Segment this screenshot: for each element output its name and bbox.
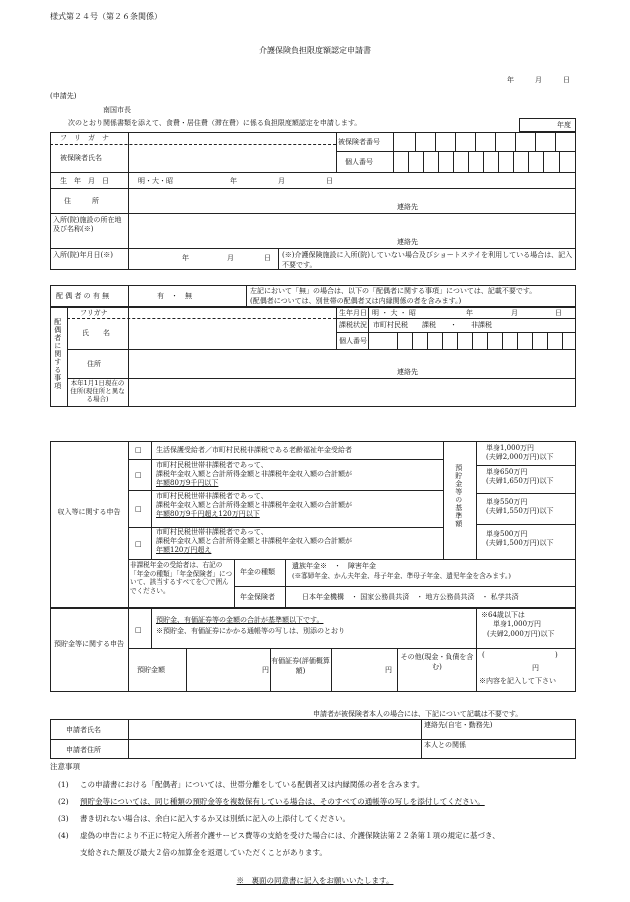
birth-day-label: 日 bbox=[326, 177, 333, 185]
spouse-address-label: 住所 bbox=[87, 360, 101, 368]
deposit-check-line-2: ※預貯金、有価証券にかかる通帳等の写しは、別添のとおり bbox=[156, 627, 345, 635]
spouse-furigana-label: フリガナ bbox=[80, 309, 108, 317]
note-3-no: (3) bbox=[58, 814, 69, 823]
spouse-name-field[interactable] bbox=[128, 318, 336, 349]
spouse-section-label: 配偶者に関する事項 bbox=[53, 318, 62, 390]
admission-note: (※)介護保険施設に入所(院)していない場合及びショートステイを利用している場合は、記入不要です。 bbox=[282, 251, 573, 269]
insured-personal-number-label: 個人番号 bbox=[345, 158, 373, 166]
over64-note: ※64歳以下は 単身1,000万円 (夫婦2,000万円)以下 bbox=[481, 611, 555, 638]
income-option-1: 生活保護受給者／市町村民税非課税である老齢福祉年金受給者 bbox=[156, 446, 352, 454]
other-assets-label: その他(現金・負債を含む) bbox=[400, 653, 474, 671]
insured-birthdate-label: 生 年 月 日 bbox=[60, 177, 109, 185]
other-yen: 円 bbox=[532, 664, 539, 672]
income-section-label: 収入等に関する申告 bbox=[57, 508, 121, 516]
form-title: 介護保険負担限度額認定申請書 bbox=[259, 46, 371, 55]
applicant-relation-label: 本人との関係 bbox=[424, 741, 466, 749]
facility-label: 入所(院)施設の所在地及び名称(※) bbox=[53, 216, 122, 234]
applicant-note: 申請者が被保険者本人の場合には、下記について記載は不要です。 bbox=[313, 710, 523, 718]
securities-label: 有価証券(評価概算額) bbox=[271, 657, 330, 675]
spouse-birthdate-label: 生年月日 bbox=[339, 309, 367, 317]
insured-number-label: 被保険者番号 bbox=[338, 138, 380, 146]
note-1-no: (1) bbox=[58, 780, 69, 789]
insured-name-label: 被保険者氏名 bbox=[60, 154, 102, 162]
note-3: 書き切れない場合は、余白に記入するか又は別紙に記入の上添付してください。 bbox=[80, 814, 350, 823]
date-year-label: 年 bbox=[507, 76, 514, 84]
applicant-contact-label: 連絡先(自宅・勤務先) bbox=[424, 721, 493, 729]
insured-name-field[interactable] bbox=[128, 144, 336, 172]
insured-personal-number-field[interactable] bbox=[393, 151, 576, 172]
adm-month-label: 月 bbox=[227, 254, 234, 262]
spouse-personal-number-field[interactable] bbox=[382, 332, 576, 349]
other-content-field[interactable] bbox=[490, 651, 552, 663]
savings-label: 預貯金額 bbox=[137, 666, 165, 674]
facility-field[interactable] bbox=[128, 213, 576, 248]
spouse-address-field[interactable] bbox=[128, 349, 576, 378]
notes-heading: 注意事項 bbox=[50, 762, 80, 771]
pension-types-note: (※寡婦年金、かん夫年金、母子年金、準母子年金、遺児年金を含みます。) bbox=[292, 572, 511, 580]
facility-contact-label: 連絡先 bbox=[397, 238, 418, 246]
pension-insurer-label: 年金保険者 bbox=[240, 593, 275, 601]
note-1: この申請書における「配偶者」については、世帯分離をしている配偶者又は内縁関係の者を含みます。 bbox=[80, 780, 425, 789]
income-checkbox-3[interactable]: □ bbox=[135, 505, 142, 513]
applicant-name-label: 申請者氏名 bbox=[66, 726, 101, 734]
spouse-era[interactable]: 明 ・ 大 ・ 昭 bbox=[372, 309, 416, 317]
insured-contact-label: 連絡先 bbox=[397, 203, 418, 211]
spouse-jan1-address-label: 本年1月1日現在の住所(現住所と異なる場合) bbox=[70, 379, 125, 403]
intro-text: 次のとおり関係書類を添えて、食費・居住費（滞在費）に係る負担限度額認定を申請します。 bbox=[68, 119, 362, 127]
spouse-tax-status-label: 課税状況 bbox=[339, 321, 367, 329]
pension-insurers[interactable]: 日本年金機構 ・ 国家公務員共済 ・ 地方公務員共済 ・ 私学共済 bbox=[302, 593, 519, 601]
fiscal-year-label: 年度 bbox=[557, 121, 571, 129]
income-option-3: 市町村民税世帯非課税者であって、 課税年金収入額と合計所得金額と非課税年金収入額の合計額が 年額80万9千円超え120万円以下 bbox=[156, 492, 352, 519]
adm-year-label: 年 bbox=[182, 254, 189, 262]
spouse-day-label: 日 bbox=[555, 309, 562, 317]
note-2: 預貯金等については、同じ種類の預貯金等を複数保有している場合は、そのすべての通帳等の写しを添付してください。 bbox=[80, 797, 485, 806]
spouse-month-label: 月 bbox=[511, 309, 518, 317]
date-day-label: 日 bbox=[563, 76, 570, 84]
spouse-presence-options[interactable]: 有 ・ 無 bbox=[157, 292, 192, 300]
notes-footer: ※ 裏面の同意書に記入をお願いいたします。 bbox=[236, 876, 394, 885]
deposit-section-label: 預貯金等に関する申告 bbox=[54, 640, 124, 648]
limit-2: 単身650万円 (夫婦1,650万円)以下 bbox=[486, 468, 554, 486]
date-month-label: 月 bbox=[535, 76, 542, 84]
limit-1: 単身1,000万円 (夫婦2,000万円)以下 bbox=[486, 444, 554, 462]
income-checkbox-4[interactable]: □ bbox=[135, 540, 142, 548]
insured-number-field[interactable] bbox=[393, 132, 576, 151]
adm-day-label: 日 bbox=[264, 254, 271, 262]
deposit-checkbox[interactable]: □ bbox=[135, 626, 142, 634]
savings-field[interactable] bbox=[186, 648, 270, 692]
note-2-no: (2) bbox=[58, 797, 69, 806]
other-paren-open: ( bbox=[482, 651, 485, 659]
form-id: 様式第２４号（第２６条関係） bbox=[50, 12, 162, 21]
insured-address-label: 住 所 bbox=[64, 197, 99, 205]
other-paren-close: ) bbox=[555, 651, 558, 659]
spouse-year-label: 年 bbox=[466, 309, 473, 317]
spouse-name-label: 氏 名 bbox=[82, 329, 110, 337]
note-4: 虚偽の申告により不正に特定入所者介護サービス費等の支給を受けた場合には、介護保険法第２２条第１項の規定に基づき、 bbox=[80, 831, 500, 840]
spouse-contact-label: 連絡先 bbox=[397, 368, 418, 376]
savings-yen: 円 bbox=[262, 666, 269, 674]
note-4-no: (4) bbox=[58, 831, 69, 840]
applicant-address-label: 申請者住所 bbox=[66, 746, 101, 754]
deposit-standard-label: 預貯金等の基準額 bbox=[454, 464, 463, 528]
mayor: 南国市長 bbox=[103, 106, 131, 114]
securities-yen: 円 bbox=[385, 666, 392, 674]
birth-month-label: 月 bbox=[278, 177, 285, 185]
pension-type-label: 年金の種類 bbox=[240, 568, 275, 576]
birth-year-label: 年 bbox=[230, 177, 237, 185]
spouse-presence-label: 配 偶 者 の 有 無 bbox=[56, 292, 110, 300]
applicant-to: (申請先) bbox=[50, 92, 77, 100]
spouse-personal-number-label: 個人番号 bbox=[339, 337, 367, 345]
income-checkbox-2[interactable]: □ bbox=[135, 471, 142, 479]
note-4-cont: 支給された額及び最大２倍の加算金を返還していただくことがあります。 bbox=[80, 848, 327, 857]
limit-3: 単身550万円 (夫婦1,550万円)以下 bbox=[486, 498, 554, 516]
applicant-name-field[interactable] bbox=[128, 719, 421, 739]
spouse-tax-options[interactable]: 市町村民税 課税 ・ 非課税 bbox=[373, 321, 492, 329]
pension-note: 非課税年金の受給者は、右記の「年金の種類」「年金保険者」について、該当するすべてを〇で囲んでください。 bbox=[130, 561, 233, 595]
income-option-4: 市町村民税世帯非課税者であって、 課税年金収入額と合計所得金額と非課税年金収入額の合計額が 年額120万円超え bbox=[156, 528, 352, 555]
pension-types[interactable]: 遺族年金※ ・ 障害年金 bbox=[292, 562, 376, 570]
spouse-presence-note-1: 左記において「無」の場合は、以下の「配偶者に関する事項」については、記載不要です。 bbox=[250, 287, 537, 295]
insured-furigana-label: フ リ ガ ナ bbox=[60, 134, 109, 142]
spouse-jan1-address-field[interactable] bbox=[128, 378, 576, 407]
deposit-check-line-1: 預貯金、有価証券等の金額の合計が基準額以下です。 bbox=[156, 616, 324, 624]
income-option-2: 市町村民税世帯非課税者であって、 課税年金収入額と合計所得金額と非課税年金収入額の合計額が 年額80万9千円以下 bbox=[156, 461, 352, 488]
limit-4: 単身500万円 (夫婦1,500万円)以下 bbox=[486, 530, 554, 548]
income-checkbox-1[interactable]: □ bbox=[135, 446, 142, 454]
spouse-presence-note-2: (配偶者については、別世帯の配偶者又は内縁関係の者を含みます。) bbox=[250, 297, 462, 305]
admission-date-label: 入所(院)年月日(※) bbox=[53, 251, 113, 259]
insured-era[interactable]: 明・大・昭 bbox=[138, 177, 173, 185]
applicant-address-field[interactable] bbox=[128, 739, 421, 759]
insured-address-field[interactable] bbox=[128, 188, 576, 213]
other-note: ※内容を記入して下さい bbox=[479, 677, 556, 685]
